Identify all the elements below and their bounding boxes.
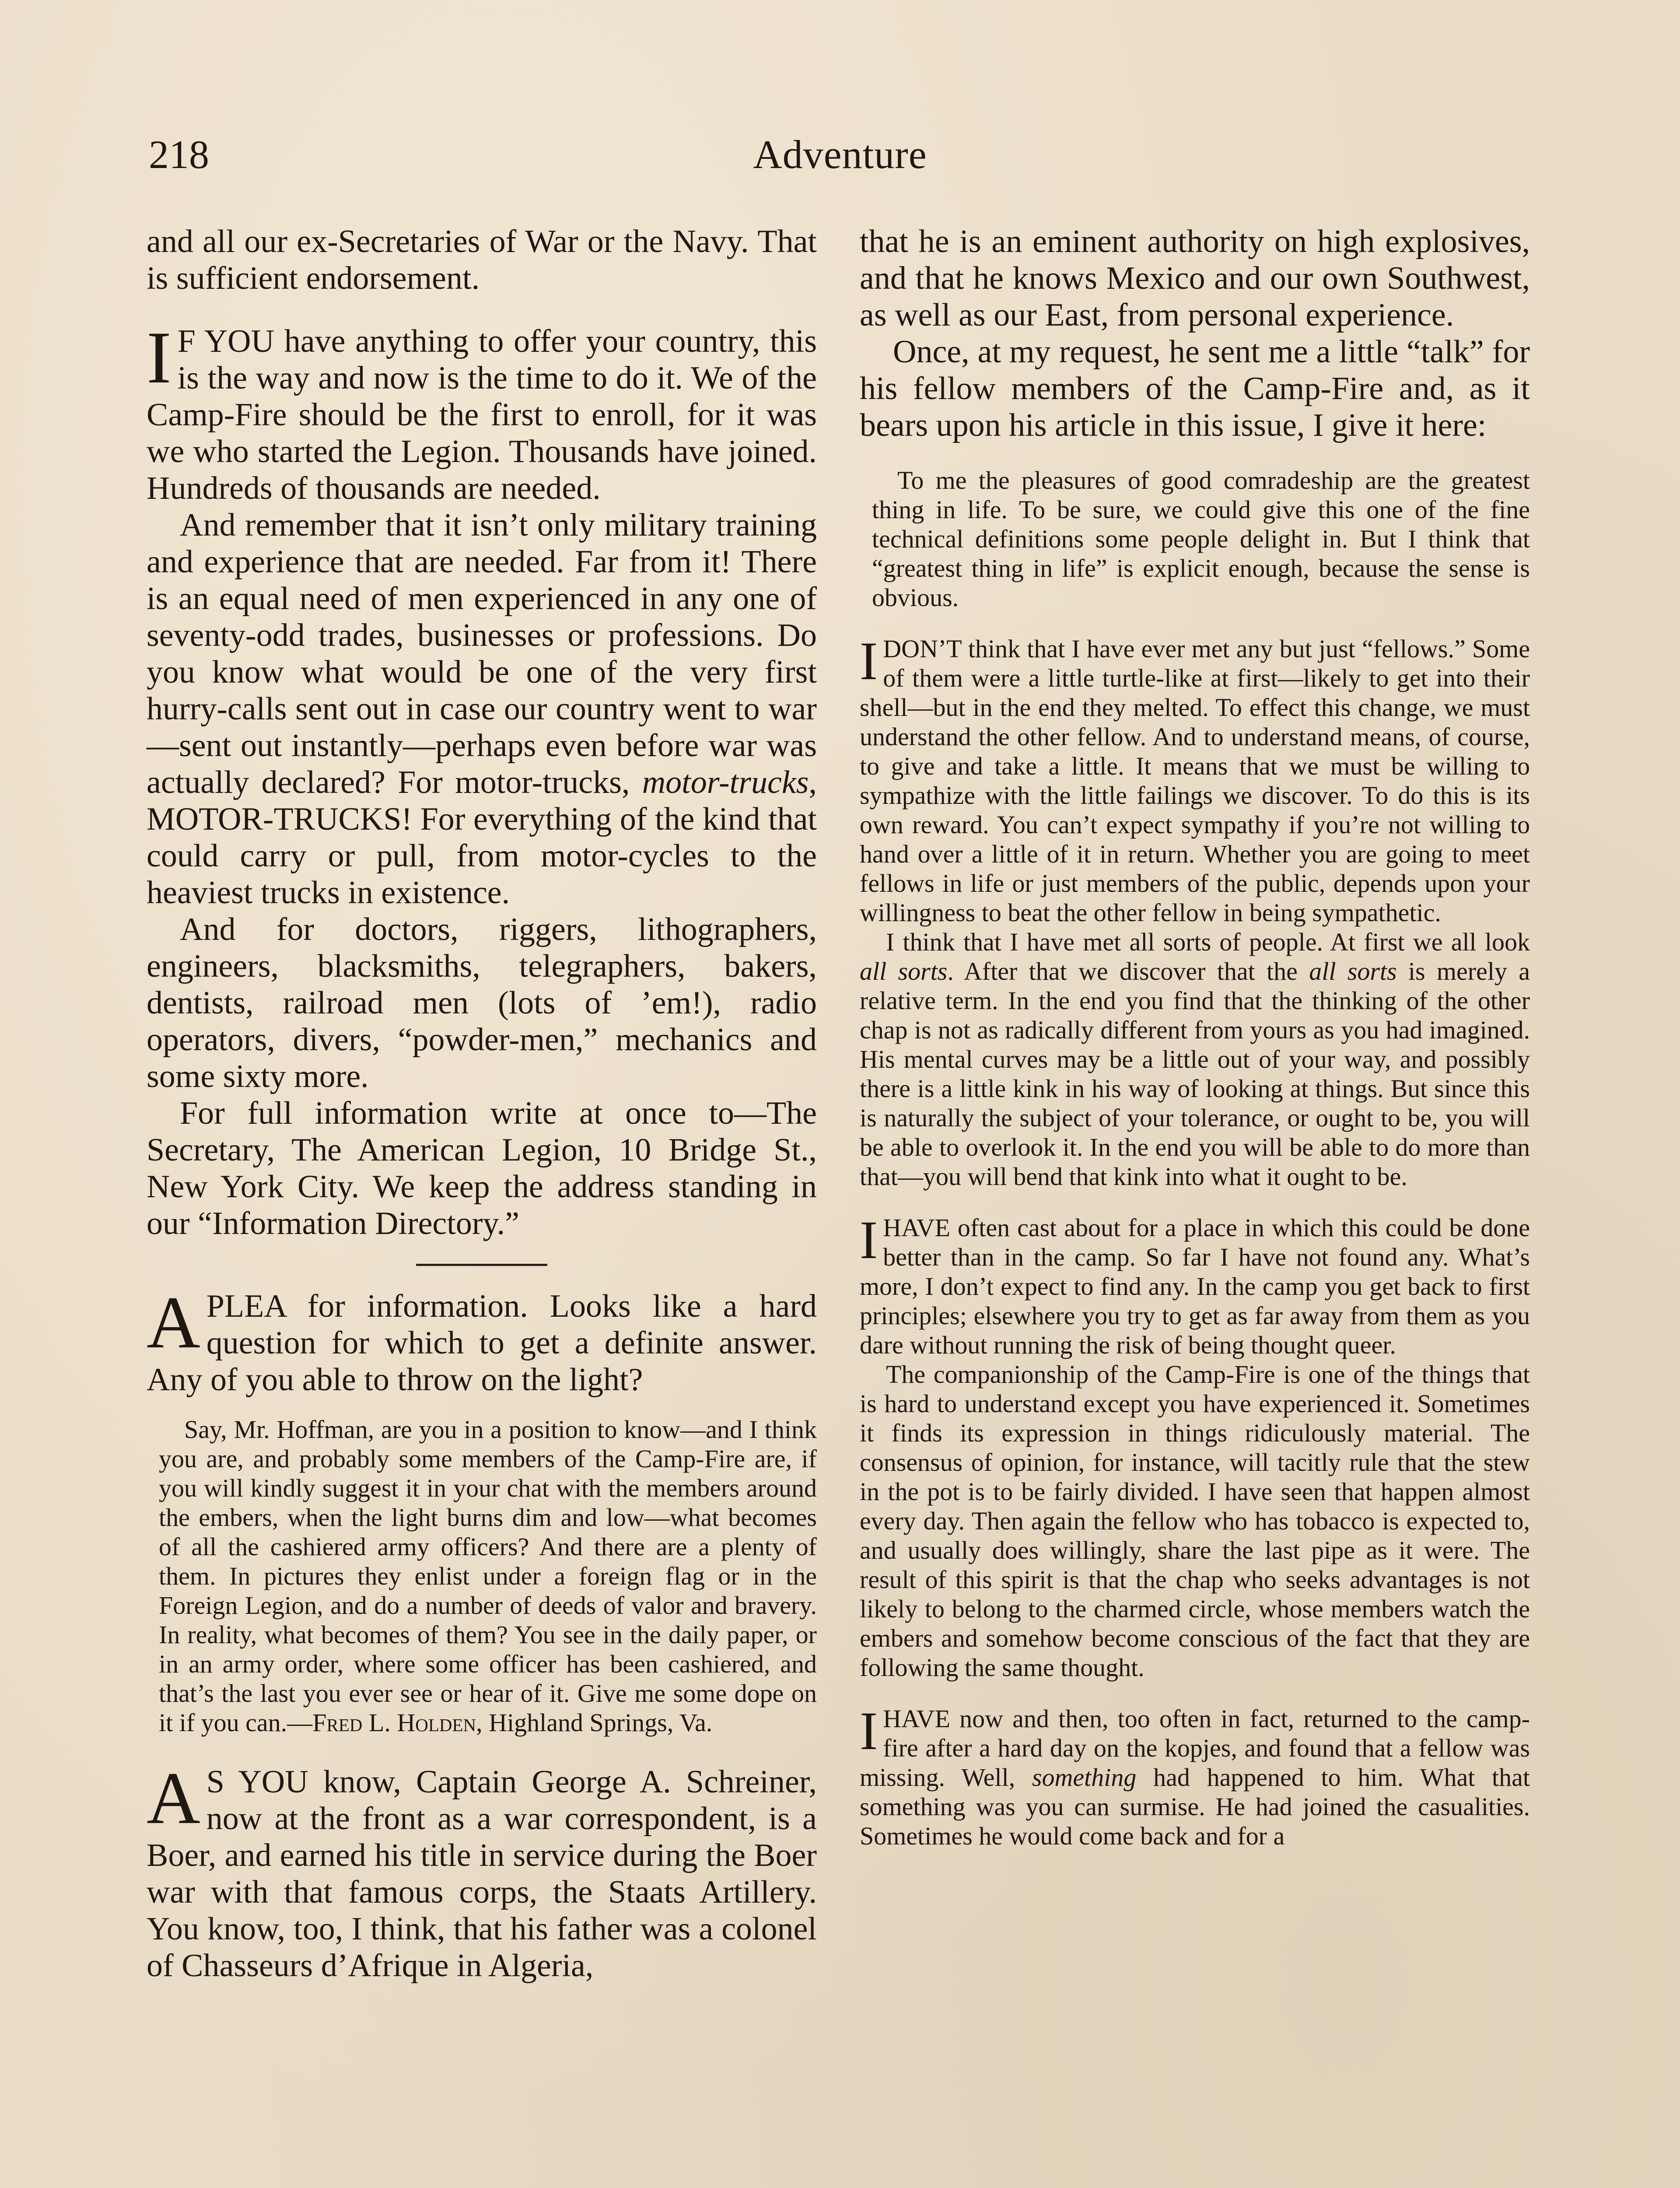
paragraph-text: F YOU have anything to offer your country, this is the way and now is the time to do it. We of the Camp-Fire should be the first to enroll, for it was we who started the Legion. Thousands have joined. Hundreds of thousands are needed.: [147, 323, 817, 506]
drop-cap: I: [860, 1210, 878, 1270]
drop-cap: A: [147, 1757, 200, 1839]
drop-cap: I: [860, 631, 878, 691]
paragraph: The companionship of the Camp-Fire is one of the things that is hard to understand except you have experienced it. Sometimes it finds its expression in things ridiculously material. The consensus of opinion, for instance, will tacitly rule that the stew in the pot is to be fairly divided. I have seen that happen almost every day. Then again the fellow who has tobacco is expected to, and usually does willingly, share the last pipe as it were. The result of this spirit is that the chap who seeks advantages is not likely to belong to the charmed circle, whose members watch the embers and somehow become conscious of the fact that they are following the same thought.: [860, 1360, 1530, 1682]
letter-signer: Fred L. Holden: [312, 1708, 476, 1737]
paragraph: [860, 927, 1530, 1191]
paragraph: Once, at my request, he sent me a little “talk” for his fellow members of the Camp-Fire and, as it bears upon his article in this issue, I give it here:: [860, 334, 1530, 443]
running-title: Adventure: [753, 132, 927, 177]
paragraph: [147, 507, 817, 911]
section-paragraph: [147, 316, 817, 507]
italic-text: all sorts: [1309, 957, 1397, 985]
letter-place: , Highland Springs, Va.: [476, 1708, 713, 1737]
drop-cap: I: [860, 1701, 878, 1761]
section-paragraph: [147, 1757, 817, 1984]
reader-letter: [147, 1415, 817, 1737]
section-paragraph: [147, 1281, 817, 1398]
italic-text: something: [1032, 1763, 1137, 1792]
paragraph: And for doctors, riggers, lithographers, engineers, blacksmiths, telegraphers, bakers, dentists, railroad men (lots of ’em!), radio operators, divers, “powder-men,” mechanics and some sixty more.: [147, 912, 817, 1094]
text-run: is merely a relative term. In the end you find that the thinking of the other chap is not as radically different from yours as you had imagined. His mental curves may be a little out of your way, and possibly there is a little kink in his way of looking at things. But since this is naturally the subject of your tolerance, or ought to be, you will be able to overlook it. In the end you will be able to do more than that—you will bend that kink into what it ought to be.: [860, 957, 1530, 1191]
quoted-talk: To me the pleasures of good comradeship are the greatest thing in life. To be sure, we could give this one of the fine technical definitions some people delight in. But I think that “greatest thing in life” is explicit enough, because the sense is obvious.: [872, 466, 1530, 612]
page-number: 218: [149, 132, 209, 177]
paragraph: For full information write at once to—The Secretary, The American Legion, 10 Bridge St., New York City. We keep the address standing in our “Information Directory.”: [147, 1095, 817, 1241]
right-column: [860, 223, 1530, 1851]
paragraph: and all our ex-Secretaries of War or the Navy. That is sufficient endorsement.: [147, 224, 817, 296]
section-paragraph: [860, 1210, 1530, 1360]
paragraph-text: HAVE often cast about for a place in which this could be done better than in the camp. So far I have not found any. What’s more, I don’t expect to find any. In the camp you get back to first principles; elsewhere you try to get as far away from them as you dare without running the risk of being thought queer.: [860, 1213, 1530, 1359]
paragraph: that he is an eminent authority on high explosives, and that he knows Mexico and our own Southwest, as well as our East, from personal experience.: [860, 224, 1530, 333]
text-run: , MOTOR-TRUCKS! For everything of the kind that could carry or pull, from motor-cycles to the heaviest trucks in existence.: [147, 764, 817, 911]
left-column: [147, 223, 817, 1984]
paragraph-text: S YOU know, Captain George A. Schreiner, now at the front as a war correspondent, is a Boer, and earned his title in service during the Boer war with that famous corps, the Staats Artillery. You know, too, I think, that his father was a colonel of Chasseurs d’Afrique in Algeria,: [147, 1764, 817, 1984]
letter-text: Say, Mr. Hoffman, are you in a position to know—and I think you are, and probably some members of the Camp-Fire are, if you will kindly suggest it in your chat with the members around the embers, when the light burns dim and low—what becomes of all the cashiered army officers? And there are a plenty of them. In pictures they enlist under a foreign flag or in the Foreign Legion, and do a number of deeds of valor and bravery. In reality, what becomes of them? You see in the daily paper, or in an army order, where some officer has been cashiered, and that’s the last you ever see or hear of it. Give me some dope on it if you can.—: [159, 1415, 817, 1737]
text-run: . After that we discover that the: [947, 957, 1298, 985]
drop-cap: A: [147, 1281, 200, 1364]
drop-cap: I: [147, 316, 172, 399]
italic-text: all sorts: [860, 957, 948, 985]
text-run: I think that I have met all sorts of people. At first we all look: [886, 928, 1530, 956]
section-divider: [416, 1264, 547, 1266]
italic-text: motor-trucks: [642, 764, 809, 800]
section-paragraph: [860, 1701, 1530, 1851]
text-run: had happened to him. What that something was you can surmise. He had joined the casualities. Sometimes he would come back and for a: [860, 1763, 1530, 1850]
text-run: And remember that it isn’t only military training and experience that are needed. Far from it! There is an equal need of men experienced in any one of seventy-odd trades, businesses or professions. Do you know what would be one of the very first hurry-calls sent out in case our country went to war—sent out instantly—perhaps even before war was actually declared? For motor-trucks,: [147, 507, 817, 800]
text-run: HAVE now and then, too often in fact, returned to the camp-fire after a hard day on the kopjes, and found that a fellow was missing. Well,: [860, 1704, 1530, 1792]
section-paragraph: [860, 631, 1530, 927]
paragraph-text: PLEA for information. Looks like a hard question for which to get a definite answer. Any of you able to throw on the light?: [147, 1288, 817, 1398]
paragraph-text: DON’T think that I have ever met any but just “fellows.” Some of them were a little turtle-like at first—likely to get into their shell—but in the end they melted. To effect this change, we must understand the other fellow. And to understand means, of course, to give and take a little. It means that we must be willing to sympathize with the little failings we discover. To do this is its own reward. You can’t expect sympathy if you’re not willing to hand over a little of it in return. Whether you are going to meet fellows in life or just members of the public, depends upon your willingness to beat the other fellow in being sympathetic.: [860, 635, 1530, 927]
